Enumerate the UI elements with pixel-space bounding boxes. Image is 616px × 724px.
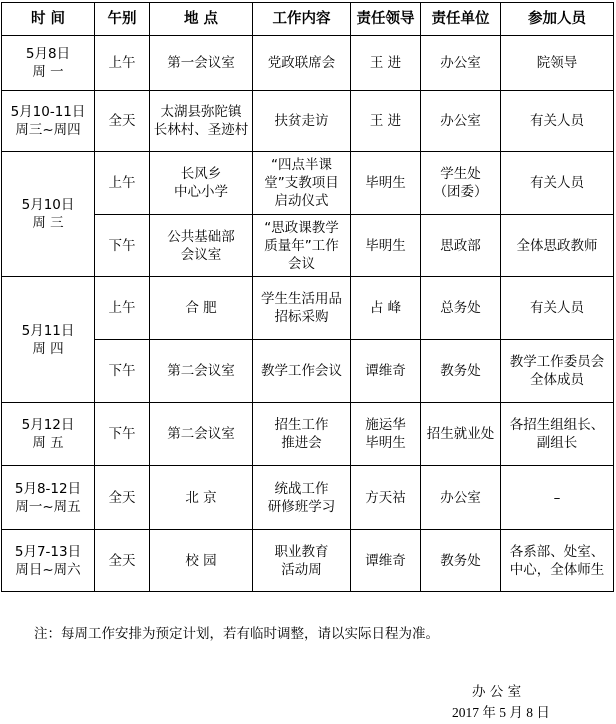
participants-cell: – (501, 466, 614, 530)
date-cell: 5月8-12日 周一~周五 (2, 466, 95, 530)
content-cell: 教学工作会议 (253, 340, 351, 403)
participants-cell: 有关人员 (501, 91, 614, 152)
table-row (2, 152, 614, 215)
participants-cell: 各招生组组长、 副组长 (501, 403, 614, 466)
place-cell: 第二会议室 (150, 403, 253, 466)
leader-cell: 占 峰 (351, 277, 421, 340)
half-day-cell: 上午 (95, 152, 150, 215)
half-day-cell: 全天 (95, 530, 150, 592)
place-cell: 北 京 (150, 466, 253, 530)
date-cell: 5月10-11日 周三~周四 (2, 91, 95, 152)
header-content: 工作内容 (253, 3, 351, 36)
content-cell: 职业教育 活动周 (253, 530, 351, 592)
unit-cell: 招生就业处 (421, 403, 501, 466)
half-day-cell: 全天 (95, 466, 150, 530)
half-day-cell: 上午 (95, 36, 150, 91)
content-cell: 扶贫走访 (253, 91, 351, 152)
leader-cell: 谭维奇 (351, 340, 421, 403)
place-cell: 合 肥 (150, 277, 253, 340)
leader-cell: 王 进 (351, 91, 421, 152)
place-cell: 太湖县弥陀镇 长林村、圣迹村 (150, 91, 253, 152)
leader-cell: 王 进 (351, 36, 421, 91)
leader-cell: 谭维奇 (351, 530, 421, 592)
header-unit: 责任单位 (421, 3, 501, 36)
leader-cell: 毕明生 (351, 152, 421, 215)
participants-cell: 有关人员 (501, 277, 614, 340)
place-cell: 校 园 (150, 530, 253, 592)
table-row (2, 403, 614, 466)
leader-cell: 毕明生 (351, 215, 421, 277)
unit-cell: 教务处 (421, 530, 501, 592)
table-row (2, 277, 614, 340)
unit-cell: 办公室 (421, 466, 501, 530)
half-day-cell: 下午 (95, 403, 150, 466)
date-cell: 5月8日 周 一 (2, 36, 95, 91)
unit-cell: 总务处 (421, 277, 501, 340)
unit-cell: 办公室 (421, 91, 501, 152)
participants-cell: 各系部、处室、 中心，全体师生 (501, 530, 614, 592)
table-row (2, 466, 614, 530)
table-header-row (2, 3, 614, 36)
place-cell: 长风乡 中心小学 (150, 152, 253, 215)
place-cell: 公共基础部 会议室 (150, 215, 253, 277)
participants-cell: 有关人员 (501, 152, 614, 215)
unit-cell: 学生处 （团委） (421, 152, 501, 215)
unit-cell: 教务处 (421, 340, 501, 403)
content-cell: “四点半课 堂”支教项目 启动仪式 (253, 152, 351, 215)
issuer-office: 办 公 室 (472, 684, 522, 700)
header-place: 地 点 (150, 3, 253, 36)
header-participants: 参加人员 (501, 3, 614, 36)
half-day-cell: 下午 (95, 340, 150, 403)
table-row (2, 530, 614, 592)
date-cell: 5月10日 周 三 (2, 152, 95, 277)
half-day-cell: 上午 (95, 277, 150, 340)
date-cell: 5月11日 周 四 (2, 277, 95, 403)
table-row (2, 36, 614, 91)
issue-date: 2017 年 5 月 8 日 (452, 705, 550, 720)
footnote: 注：每周工作安排为预定计划，若有临时调整，请以实际日程为准。 (34, 626, 439, 642)
participants-cell: 院领导 (501, 36, 614, 91)
participants-cell: 全体思政教师 (501, 215, 614, 277)
table-row (2, 91, 614, 152)
half-day-cell: 下午 (95, 215, 150, 277)
unit-cell: 办公室 (421, 36, 501, 91)
participants-cell: 教学工作委员会 全体成员 (501, 340, 614, 403)
date-cell: 5月7-13日 周日~周六 (2, 530, 95, 592)
header-leader: 责任领导 (351, 3, 421, 36)
content-cell: 统战工作 研修班学习 (253, 466, 351, 530)
schedule-table (1, 2, 614, 592)
content-cell: 招生工作 推进会 (253, 403, 351, 466)
unit-cell: 思政部 (421, 215, 501, 277)
content-cell: “思政课教学 质量年”工作 会议 (253, 215, 351, 277)
content-cell: 学生生活用品 招标采购 (253, 277, 351, 340)
date-cell: 5月12日 周 五 (2, 403, 95, 466)
leader-cell: 方天祜 (351, 466, 421, 530)
place-cell: 第一会议室 (150, 36, 253, 91)
half-day-cell: 全天 (95, 91, 150, 152)
place-cell: 第二会议室 (150, 340, 253, 403)
content-cell: 党政联席会 (253, 36, 351, 91)
leader-cell: 施运华 毕明生 (351, 403, 421, 466)
header-time: 时 间 (2, 3, 95, 36)
header-half-day: 午别 (95, 3, 150, 36)
